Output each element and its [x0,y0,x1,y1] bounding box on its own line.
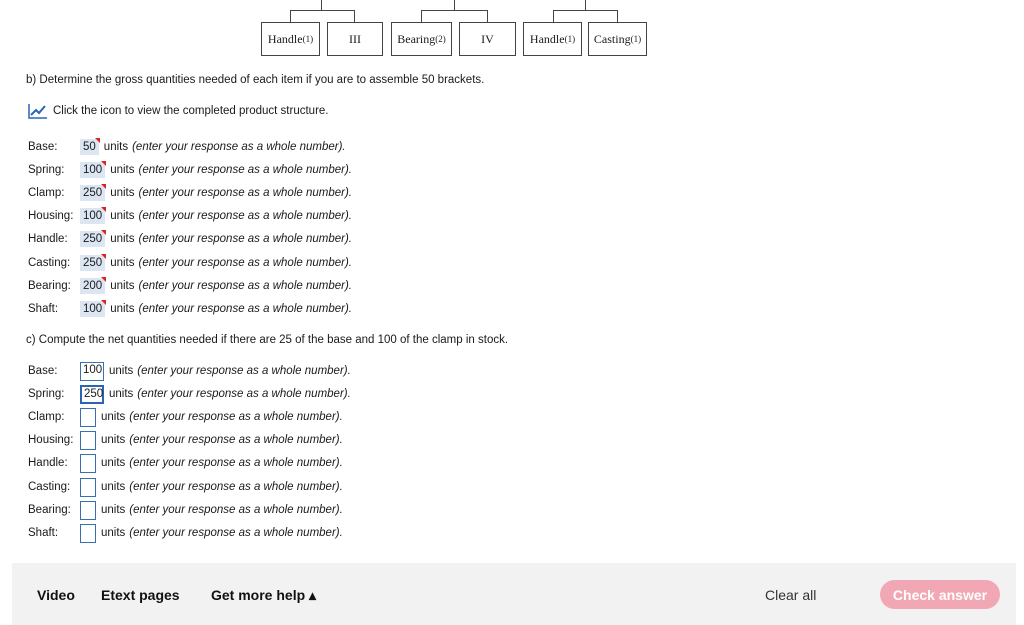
row-label: Spring: [28,388,65,400]
part-b-question: b) Determine the gross quantities needed of each item if you are to assemble 50 brackets. [26,74,485,86]
units-text: units [101,411,126,423]
tree-connector [553,10,617,11]
gross-row-shaft [28,299,352,319]
tree-box-label: Handle [529,31,565,46]
answer-value: 200 [80,278,105,294]
tree-connector [321,0,322,10]
answer-value: 100 [80,301,105,317]
tree-connector [617,10,618,22]
housing-net-input[interactable] [80,431,96,450]
tree-connector [421,10,422,22]
tree-box-handle [523,22,582,56]
tree-connector [421,10,487,11]
tree-connector [454,0,455,10]
answer-value: 250 [80,255,105,271]
units-text: units [110,187,135,199]
shaft-net-input[interactable] [80,524,96,543]
units-text: units [101,481,126,493]
units-text: units [110,280,135,292]
answer-value: 100 [80,162,105,178]
row-label: Clamp: [28,411,65,423]
hint-text: (enter your response as a whole number). [129,504,343,516]
tree-box-qty: (1) [630,34,642,44]
clear-all-button[interactable]: Clear all [765,587,817,603]
hint-text: (enter your response as a whole number). [138,257,352,269]
net-row-shaft [28,523,343,543]
tree-box-label: Casting [593,31,631,46]
hint-text: (enter your response as a whole number). [129,434,343,446]
tree-box-bearing [391,22,452,56]
view-structure-link[interactable] [28,103,329,119]
units-text: units [101,457,126,469]
tree-box-qty: (1) [564,34,576,44]
units-text: units [110,257,135,269]
row-label: Bearing: [28,280,71,292]
bearing-net-input[interactable] [80,501,96,520]
row-label: Base: [28,141,58,153]
hint-text: (enter your response as a whole number). [129,481,343,493]
check-answer-button[interactable]: Check answer [880,580,1000,609]
tree-box-casting [588,22,647,56]
net-row-handle [28,453,343,473]
units-text: units [103,141,129,153]
units-text: units [110,210,135,222]
part-c-question: c) Compute the net quantities needed if there are 25 of the base and 100 of the clamp in stock. [26,334,509,346]
units-text: units [101,527,126,539]
gross-row-casting [28,253,352,273]
hint-text: (enter your response as a whole number). [129,411,343,423]
tree-connector [553,10,554,22]
hint-text: (enter your response as a whole number). [137,365,351,377]
hint-text: (enter your response as a whole number). [138,303,352,315]
tree-box-qty: (1) [302,34,314,44]
hint-text: (enter your response as a whole number). [138,164,352,176]
chart-icon[interactable] [28,103,48,119]
answer-value: 250 [80,231,105,247]
clamp-net-input[interactable] [80,408,96,427]
etext-pages-button[interactable]: Etext pages [101,587,180,603]
row-label: Bearing: [28,504,71,516]
net-row-base [28,361,351,381]
get-more-help-button[interactable]: Get more help ▴ [211,587,317,603]
tree-box-iii [327,22,383,56]
tree-box-qty: (2) [435,34,446,44]
hint-text: (enter your response as a whole number). [137,388,351,400]
units-text: units [110,233,135,245]
tree-connector [354,10,355,22]
units-text: units [110,164,135,176]
gross-row-handle [28,229,352,249]
gross-row-clamp [28,183,352,203]
net-row-housing [28,430,343,450]
net-row-bearing [28,500,343,520]
tree-box-label: III [349,31,361,46]
spring-net-input[interactable]: 250 [80,385,104,404]
hint-text: (enter your response as a whole number). [138,280,352,292]
units-text: units [109,365,134,377]
gross-row-bearing [28,276,352,296]
row-label: Base: [28,365,58,377]
product-structure-tree [0,0,700,62]
tree-box-handle [261,22,320,56]
tree-box-label: Handle [267,31,303,46]
tree-box-label: IV [481,31,494,46]
tree-box-iv [459,22,516,56]
row-label: Spring: [28,164,65,176]
view-structure-text: Click the icon to view the completed product structure. [53,105,329,117]
answer-value: 100 [80,208,105,224]
hint-text: (enter your response as a whole number). [129,457,343,469]
hint-text: (enter your response as a whole number). [132,141,346,153]
row-label: Shaft: [28,527,59,539]
units-text: units [101,434,126,446]
base-net-input[interactable]: 100 [80,362,104,381]
gross-row-base [28,137,346,157]
row-label: Casting: [28,481,71,493]
net-row-clamp [28,407,343,427]
hint-text: (enter your response as a whole number). [129,527,343,539]
answer-value: 50 [80,139,99,155]
row-label: Handle: [28,233,68,245]
hint-text: (enter your response as a whole number). [138,187,352,199]
row-label: Housing: [28,210,74,222]
gross-row-spring [28,160,352,180]
footer-toolbar [12,563,1016,625]
row-label: Housing: [28,434,74,446]
tree-connector [290,10,291,22]
row-label: Clamp: [28,187,65,199]
video-button[interactable]: Video [37,587,75,603]
row-label: Casting: [28,257,71,269]
handle-net-input[interactable] [80,454,96,473]
units-text: units [110,303,135,315]
row-label: Shaft: [28,303,59,315]
answer-value: 250 [80,185,105,201]
units-text: units [101,504,126,516]
gross-row-housing [28,206,352,226]
net-row-casting [28,477,343,497]
row-label: Handle: [28,457,68,469]
tree-connector [585,0,586,10]
hint-text: (enter your response as a whole number). [138,233,352,245]
tree-box-label: Bearing [397,31,436,46]
casting-net-input[interactable] [80,478,96,497]
tree-connector [290,10,354,11]
tree-connector [487,10,488,22]
hint-text: (enter your response as a whole number). [138,210,352,222]
net-row-spring [28,384,351,404]
units-text: units [109,388,134,400]
